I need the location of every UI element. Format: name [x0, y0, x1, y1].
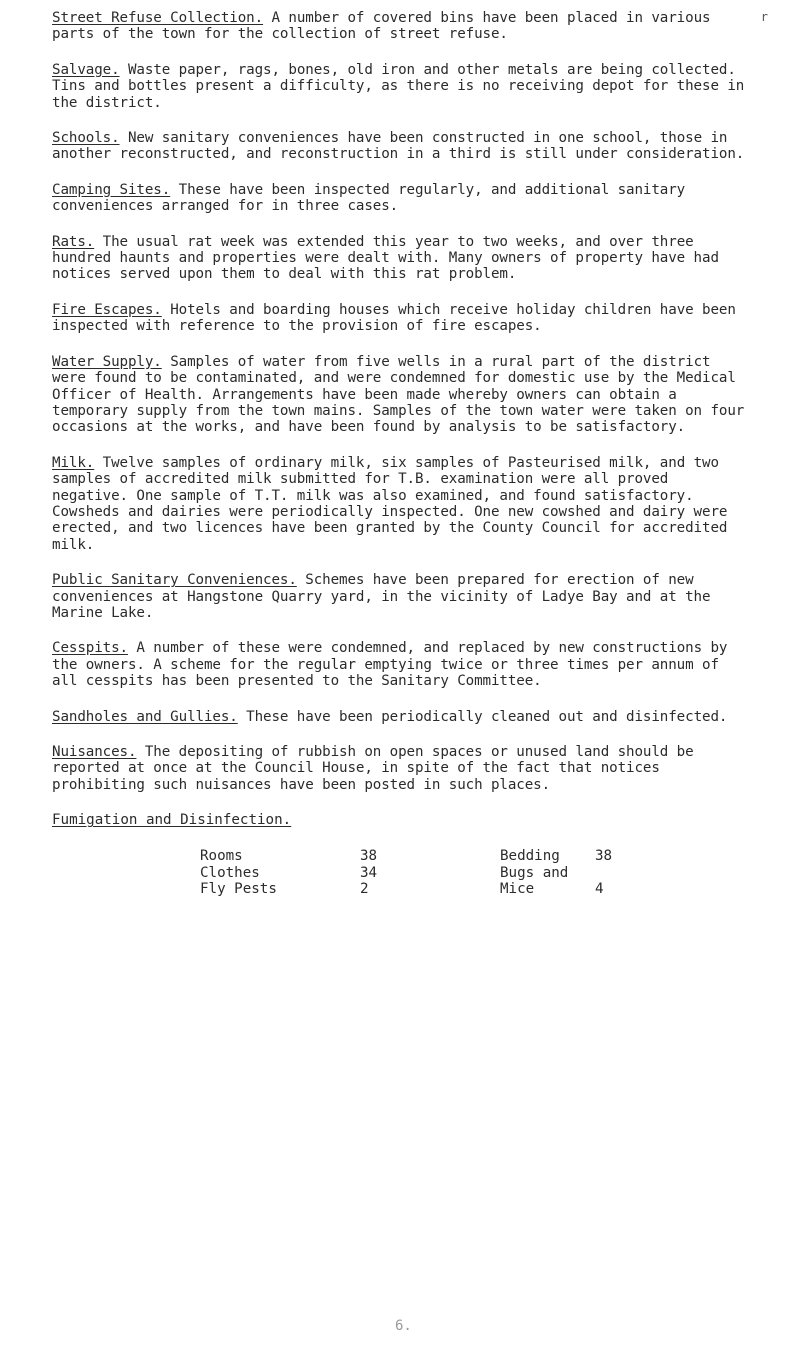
report-paragraph	[52, 234, 750, 283]
report-paragraph	[52, 354, 750, 436]
fum-label: Rooms	[200, 848, 243, 865]
section-heading: Cesspits.	[52, 640, 128, 657]
section-text: Samples of water from five wells in a rural part of the district were found to be contaminated, and were condemned for domestic use by the Medical Officer of Health. Arrangements have been made whereby owners can obtain a temporary supply from the town mains. Samples of the town water were taken on four occasions at the works, and have been found by analysis to be satisfactory.	[52, 353, 745, 436]
report-paragraph	[52, 182, 750, 215]
corner-mark: r	[760, 10, 768, 24]
report-paragraph	[52, 744, 750, 793]
section-text: A number of covered bins have been placed in various parts of the town for the collection of street refuse.	[52, 10, 711, 43]
section-text: These have been inspected regularly, and additional sanitary conveniences arranged for in three cases.	[52, 181, 686, 215]
section-heading: Sandholes and Gullies.	[52, 708, 238, 725]
report-paragraph	[52, 709, 750, 725]
page-number: 6.	[395, 1318, 412, 1334]
section-heading: Camping Sites.	[52, 181, 171, 198]
section-heading: Schools.	[52, 130, 120, 147]
fumigation-section	[52, 812, 750, 897]
section-text: The usual rat week was extended this year to two weeks, and over three hundred haunts and properties were dealt with. Many owners of property have had notices served upon them to deal with this rat problem.	[52, 233, 719, 283]
fum-value: 2	[360, 881, 369, 898]
fum-value	[595, 865, 635, 881]
section-text: New sanitary conveniences have been constructed in one school, those in another reconstructed, and reconstruction in a third is still under consideration.	[52, 130, 745, 163]
section-text: Schemes have been prepared for erection of new conveniences at Hangstone Quarry yard, in the vicinity of Ladye Bay and at the Marine Lake.	[52, 572, 711, 621]
fum-value: 38	[595, 848, 613, 865]
report-paragraph	[52, 572, 750, 621]
section-text: These have been periodically cleaned out and disinfected.	[237, 708, 728, 725]
report-paragraph	[52, 62, 750, 111]
section-heading: Salvage.	[52, 61, 120, 78]
section-heading: Public Sanitary Conveniences.	[52, 572, 297, 589]
fum-label: Bugs and	[500, 864, 569, 881]
report-paragraph	[52, 130, 750, 163]
section-heading: Rats.	[52, 233, 95, 250]
section-text: A number of these were condemned, and replaced by new constructions by the owners. A scheme for the regular emptying twice or three times per annum of all cesspits has been presented to the Sanitary Committee.	[52, 640, 728, 690]
section-text: Twelve samples of ordinary milk, six samples of Pasteurised milk, and two samples of accredited milk submitted for T.B. examination were all proved negative. One sample of T.T. milk was also examined, and found satisfactory. Cowsheds and dairies were periodically inspected. One new cowshed and dairy were erected, and two licences have been granted by the County Council for accredited milk.	[52, 454, 728, 553]
fum-label: Mice	[500, 881, 535, 898]
fum-label: Fly Pests	[200, 881, 277, 898]
fumigation-table	[200, 848, 750, 897]
report-paragraph	[52, 302, 750, 335]
section-text: Hotels and boarding houses which receive holiday children have been inspected with reference to the provision of fire escapes.	[52, 301, 736, 335]
report-paragraph	[52, 640, 750, 689]
fum-label: Clothes	[200, 864, 260, 881]
report-paragraph	[52, 455, 750, 553]
fum-value: 4	[595, 881, 604, 898]
section-text: Waste paper, rags, bones, old iron and other metals are being collected. Tins and bottles present a difficulty, as there is no receiving depot for these in the district.	[52, 61, 745, 111]
section-heading: Street Refuse Collection.	[52, 10, 264, 26]
fum-value: 38	[360, 848, 378, 865]
fumigation-heading: Fumigation and Disinfection.	[52, 812, 292, 829]
section-heading: Nuisances.	[52, 744, 137, 760]
report-paragraph	[52, 10, 750, 43]
fum-value: 34	[360, 864, 378, 881]
fum-label: Bedding	[500, 848, 560, 865]
section-heading: Fire Escapes.	[52, 301, 162, 318]
report-sections	[52, 10, 750, 793]
section-heading: Milk.	[52, 454, 95, 471]
section-text: The depositing of rubbish on open spaces or unused land should be reported at once at the Council House, in spite of the fact that notices prohibiting such nuisances have been posted in such places.	[52, 744, 694, 793]
section-heading: Water Supply.	[52, 353, 162, 370]
